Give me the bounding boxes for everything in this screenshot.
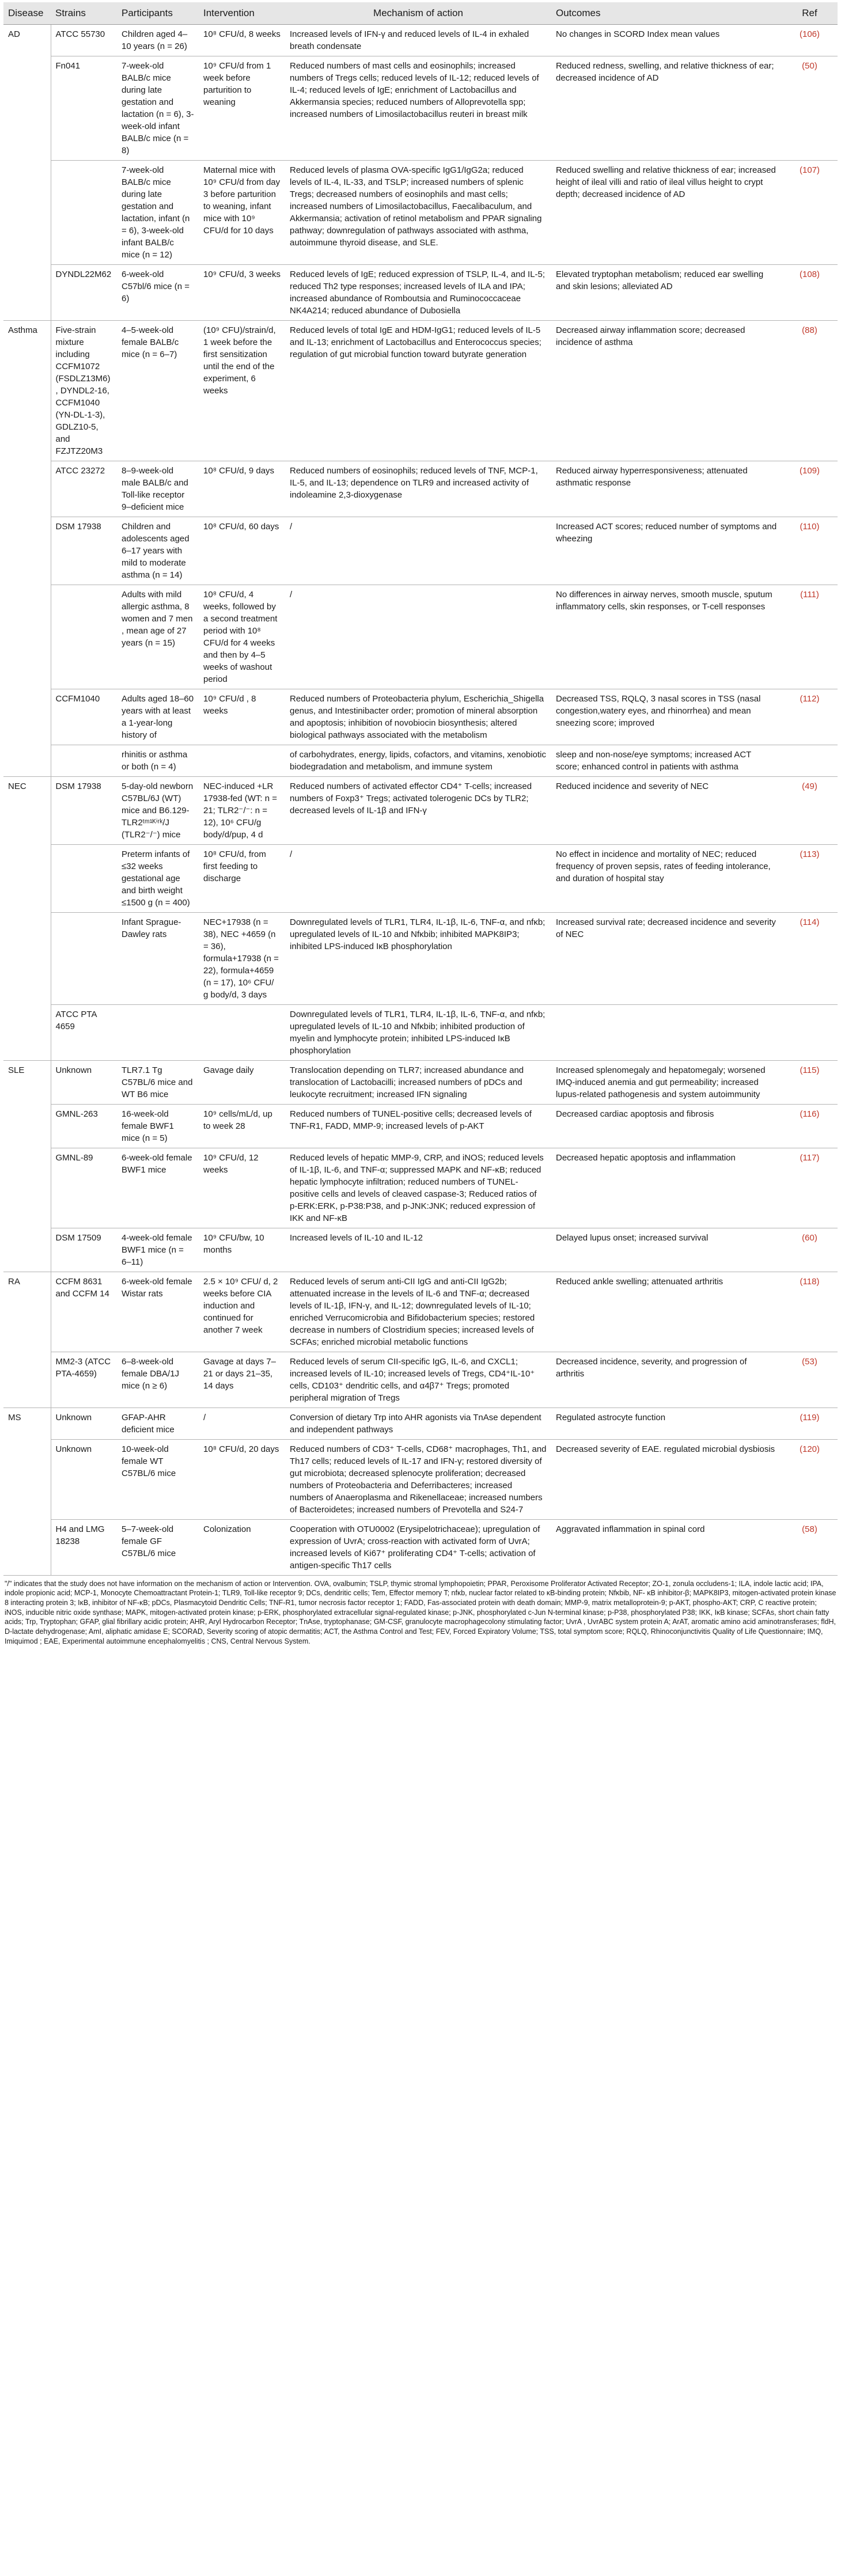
header-participants: Participants: [117, 2, 199, 24]
table-row: [3, 1272, 838, 1352]
participants-cell: 6-week-old female BWF1 mice: [117, 1148, 199, 1228]
disease-cell: NEC: [3, 776, 51, 1060]
disease-cell: AD: [3, 24, 51, 320]
outcomes-cell: Decreased hepatic apoptosis and inflammation: [551, 1148, 782, 1228]
strain-cell: DYNDL22M62: [51, 264, 117, 320]
outcomes-cell: Decreased severity of EAE. regulated microbial dysbiosis: [551, 1439, 782, 1519]
participants-cell: TLR7.1 Tg C57BL/6 mice and WT B6 mice: [117, 1060, 199, 1104]
participants-cell: Adults with mild allergic asthma, 8 women and 7 men , mean age of 27 years (n = 15): [117, 585, 199, 689]
table-row: [3, 1352, 838, 1407]
mechanism-cell: Reduced levels of serum CII-specific IgG, IL-6, and CXCL1; increased levels of IL-10; increased levels of Tregs, CD4⁺IL-10⁺ cells, CD103⁺ dendritic cells, and α4β7⁺ Tregs; promoted peripheral migration of Tregs: [285, 1352, 551, 1407]
disease-cell: RA: [3, 1272, 51, 1407]
outcomes-cell: sleep and non-nose/eye symptoms; increased ACT score; enhanced control in patients with asthma: [551, 745, 782, 776]
table-row: [3, 1148, 838, 1228]
mechanism-cell: Reduced levels of plasma OVA-specific IgG1/IgG2a; reduced levels of IL-4, IL-33, and TSLP; increased numbers of splenic Tregs; decreased numbers of eosinophils and mast cells; increased numbers of Limosilactobacillus, Faecalibaculum, and Akkermansia; activation of retinol metabolism and PPAR signaling pathway; downregulation of pathways associated with asthma, autoimmune thyroid disease, and SLE.: [285, 160, 551, 264]
strain-cell: ATCC 55730: [51, 24, 117, 56]
table-footnote: "/" indicates that the study does not have information on the mechanism of action or Intervention. OVA, ovalbumin; TSLP, thymic stromal lymphopoietin; PPAR, Peroxisome Proliferator Activated Receptor; ZO-1, zonula occludens-1; ILA, indole lactic acid; IPA, indole propionic acid; MCP-1, Monocyte Chemoattractant Protein-1; TLR9, Toll-like receptor 9; DCs, dendritic cells; Tem, Effector memory T; nfκb, nuclear factor related to κB-binding protein; Nfκbib, NF- κB inhibitor-β; MAPK8IP3, mitogen-activated protein kinase 8 interacting protein 3; IκB, inhibitor of NF-κB; pDCs, Plasmacytoid Dendritic Cells; TNF-R1, tumor necrosis factor receptor 1; FADD, Fas-associated protein with death domain; MMP-9, matrix metalloprotein-9; p-AKT, phospho-AKT; CRP, C reactive protein; iNOS, inducible nitric oxide synthase; MAPK, mitogen-activated protein kinase; p-ERK, phosphorylated extracellular signal-regulated kinase; p-JNK, phosphorylated c-Jun N-terminal kinase; p-P38, phosphorylated P38; IKK, IκB kinase; SCFAs, short chain fatty acids; Trp, Tryptophan; GFAP, glial fibrillary acidic protein; AHR, Aryl Hydrocarbon Receptor; TnAse, tryptophanase; GM-CSF, granulocyte macrophagecolony stimulating factor; UvrA , UvrABC system protein A; ArAT, aromatic amino acid aminotransferases; fldH, D-lactate dehydrogenase; AmI, aliphatic amidase E; SCORAD, Severity scoring of atopic dermatitis; ACT, the Asthma Control and Test; FEV, Forced Expiratory Volume; TSS, total symptom score; RQLQ, Rhinoconjunctivitis Quality of Life Questionnaire; IMQ, Imiquimod ; EAE, Experimental autoimmune encephalomyelitis ; CNS, Central Nervous System.: [5, 1579, 836, 1645]
mechanism-cell: Reduced numbers of eosinophils; reduced levels of TNF, MCP-1, IL-5, and IL-13; dependence on TLR9 and increased activity of indoleamine 2,3-dioxygenase: [285, 461, 551, 517]
ref-cell: (117): [782, 1148, 838, 1228]
strain-cell: DSM 17938: [51, 517, 117, 585]
ref-cell: (114): [782, 912, 838, 1004]
strain-cell: Unknown: [51, 1060, 117, 1104]
participants-cell: Children aged 4–10 years (n = 26): [117, 24, 199, 56]
table-row: [3, 745, 838, 776]
outcomes-cell: Reduced incidence and severity of NEC: [551, 776, 782, 844]
participants-cell: 7-week-old BALB/c mice during late gestation and lactation, infant (n = 6), 3-week-old infant BALB/c mice (n = 12): [117, 160, 199, 264]
intervention-cell: /: [199, 1407, 285, 1439]
outcomes-cell: Increased ACT scores; reduced number of symptoms and wheezing: [551, 517, 782, 585]
mechanism-cell: /: [285, 585, 551, 689]
header-mechanism: Mechanism of action: [285, 2, 551, 24]
ref-cell: (118): [782, 1272, 838, 1352]
table-row: [3, 776, 838, 844]
intervention-cell: Colonization: [199, 1519, 285, 1575]
ref-cell: [782, 1004, 838, 1060]
table-row: [3, 689, 838, 745]
mechanism-cell: Reduced levels of hepatic MMP-9, CRP, and iNOS; reduced levels of IL-1β, IL-6, and TNF-α; suppressed MAPK and NF-κB; reduced hepatic lymphocyte infiltration; reduced numbers of TUNEL-positive cells and levels of cleaved caspase-3; Reduced ratios of p-ERK:ERK, p-P38:P38, and p-JNK:JNK; reduced expression of IKK and NF-κB: [285, 1148, 551, 1228]
ref-cell: (108): [782, 264, 838, 320]
table-row: [3, 585, 838, 689]
strain-cell: Fn041: [51, 56, 117, 160]
intervention-cell: Gavage daily: [199, 1060, 285, 1104]
strain-cell: Unknown: [51, 1407, 117, 1439]
participants-cell: GFAP-AHR deficient mice: [117, 1407, 199, 1439]
outcomes-cell: Decreased airway inflammation score; decreased incidence of asthma: [551, 320, 782, 461]
table-row: [3, 24, 838, 56]
mechanism-cell: /: [285, 844, 551, 912]
ref-cell: (109): [782, 461, 838, 517]
intervention-cell: 10⁹ CFU/d, 3 weeks: [199, 264, 285, 320]
mechanism-cell: /: [285, 517, 551, 585]
strain-cell: H4 and LMG 18238: [51, 1519, 117, 1575]
mechanism-cell: Increased levels of IL-10 and IL-12: [285, 1228, 551, 1272]
ref-cell: (58): [782, 1519, 838, 1575]
intervention-cell: NEC+17938 (n = 38), NEC +4659 (n = 36), formula+17938 (n = 22), formula+4659 (n = 17), 10⁶ CFU/ g body/d, 3 days: [199, 912, 285, 1004]
intervention-cell: Gavage at days 7–21 or days 21–35, 14 days: [199, 1352, 285, 1407]
ref-cell: [782, 745, 838, 776]
table-row: [3, 320, 838, 461]
intervention-cell: 10⁹ CFU/bw, 10 months: [199, 1228, 285, 1272]
participants-cell: 8–9-week-old male BALB/c and Toll-like receptor 9–deficient mice: [117, 461, 199, 517]
participants-cell: Adults aged 18–60 years with at least a 1-year-long history of: [117, 689, 199, 745]
intervention-cell: 10⁸ CFU/d, 8 weeks: [199, 24, 285, 56]
header-ref: Ref: [782, 2, 838, 24]
mechanism-cell: Reduced numbers of Proteobacteria phylum, Escherichia_Shigella genus, and Intestinibacter order; promotion of mineral absorption and apoptosis; inhibition of novobiocin biosynthesis; altered biological pathways associated with the metabolism: [285, 689, 551, 745]
ref-cell: (116): [782, 1104, 838, 1148]
outcomes-cell: Increased splenomegaly and hepatomegaly; worsened IMQ-induced anemia and gut permeability; increased lupus-related pathogenesis and system autoimmunity: [551, 1060, 782, 1104]
mechanism-cell: Reduced levels of total IgE and HDM-IgG1; reduced levels of IL-5 and IL-13; enrichment of Lactobacillus and Enterococcus species; regulation of gut microbial function toward butyrate generation: [285, 320, 551, 461]
mechanism-cell: Downregulated levels of TLR1, TLR4, IL-1β, IL-6, TNF-α, and nfκb; upregulated levels of IL-10 and Nfκbib; inhibited production of myelin and lymphocyte protein; inhibited LPS-induced IκB phosphorylation: [285, 1004, 551, 1060]
outcomes-cell: Decreased TSS, RQLQ, 3 nasal scores in TSS (nasal congestion,watery eyes, and rhinorrhea) and mean sneezing score; improved: [551, 689, 782, 745]
table-body: [3, 24, 838, 1575]
participants-cell: 6-week-old C57bl/6 mice (n = 6): [117, 264, 199, 320]
probiotic-table: [3, 2, 838, 1576]
mechanism-cell: Conversion of dietary Trp into AHR agonists via TnAse dependent and independent pathways: [285, 1407, 551, 1439]
disease-cell: MS: [3, 1407, 51, 1575]
strain-cell: [51, 912, 117, 1004]
intervention-cell: [199, 1004, 285, 1060]
intervention-cell: 10⁹ CFU/d, 12 weeks: [199, 1148, 285, 1228]
table-row: [3, 844, 838, 912]
participants-cell: 7-week-old BALB/c mice during late gestation and lactation (n = 6), 3-week-old infant BALB/c mice (n = 8): [117, 56, 199, 160]
header-intervention: Intervention: [199, 2, 285, 24]
participants-cell: 4-week-old female BWF1 mice (n = 6–11): [117, 1228, 199, 1272]
table-header-row: [3, 2, 838, 24]
ref-cell: (106): [782, 24, 838, 56]
ref-cell: (50): [782, 56, 838, 160]
participants-cell: [117, 1004, 199, 1060]
strain-cell: ATCC PTA 4659: [51, 1004, 117, 1060]
table-row: [3, 56, 838, 160]
table-row: [3, 264, 838, 320]
mechanism-cell: Reduced levels of serum anti-CII IgG and anti-CII IgG2b; attenuated increase in the levels of IL-6 and TNF-α; decreased levels of IL-1β, IFN-γ, and IL-12; downregulated levels of IL-10; enriched Verrucomicrobia and Bifidobacterium species; restored decrease in numbers of Clostridium species; increased levels of SCFAs; enriched microbial metabolic functions: [285, 1272, 551, 1352]
header-strains: Strains: [51, 2, 117, 24]
mechanism-cell: Reduced numbers of TUNEL-positive cells; decreased levels of TNF-R1, FADD, MMP-9; increased levels of p-AKT: [285, 1104, 551, 1148]
intervention-cell: 10⁸ CFU/d, 9 days: [199, 461, 285, 517]
strain-cell: MM2-3 (ATCC PTA-4659): [51, 1352, 117, 1407]
mechanism-cell: Cooperation with OTU0002 (Erysipelotrichaceae); upregulation of expression of UvrA; cross-reaction with activated form of UvrA; increased levels of Ki67⁺ proliferating CD4⁺ T-cells; activation of antigen-specific Th17 cells: [285, 1519, 551, 1575]
intervention-cell: 2.5 × 10⁹ CFU/ d, 2 weeks before CIA induction and continued for another 7 week: [199, 1272, 285, 1352]
strain-cell: [51, 745, 117, 776]
strain-cell: Unknown: [51, 1439, 117, 1519]
outcomes-cell: Reduced airway hyperresponsiveness; attenuated asthmatic response: [551, 461, 782, 517]
outcomes-cell: Decreased incidence, severity, and progression of arthritis: [551, 1352, 782, 1407]
intervention-cell: 10⁸ CFU/d, 60 days: [199, 517, 285, 585]
outcomes-cell: Regulated astrocyte function: [551, 1407, 782, 1439]
mechanism-cell: Reduced numbers of mast cells and eosinophils; increased numbers of Tregs cells; reduced levels of IL-12; reduced levels of IL-4; reduced levels of IgE; enrichment of Lactobacillus and Akkermansia species; reduced numbers of Alloprevotella spp; increased numbers of Limosilactobacillus reuteri in breast milk: [285, 56, 551, 160]
ref-cell: (110): [782, 517, 838, 585]
table-row: [3, 1407, 838, 1439]
intervention-cell: 10⁹ CFU/d from 1 week before parturition to weaning: [199, 56, 285, 160]
intervention-cell: Maternal mice with 10⁹ CFU/d from day 3 before parturition to weaning, infant mice with 10⁹ CFU/d for 10 days: [199, 160, 285, 264]
mechanism-cell: Reduced levels of IgE; reduced expression of TSLP, IL-4, and IL-5; reduced Th2 type responses; increased levels of ILA and IPA; increased abundance of Romboutsia and Ruminococcaceae NK4A214; reduced abundance of Dubosiella: [285, 264, 551, 320]
table-row: [3, 461, 838, 517]
ref-cell: (49): [782, 776, 838, 844]
participants-cell: 5–7-week-old female GF C57BL/6 mice: [117, 1519, 199, 1575]
table-row: [3, 160, 838, 264]
outcomes-cell: No changes in SCORD Index mean values: [551, 24, 782, 56]
ref-cell: (107): [782, 160, 838, 264]
table-row: [3, 1060, 838, 1104]
mechanism-cell: of carbohydrates, energy, lipids, cofactors, and vitamins, xenobiotic biodegradation and metabolism, and immune system: [285, 745, 551, 776]
disease-cell: Asthma: [3, 320, 51, 776]
intervention-cell: 10⁸ CFU/d, 4 weeks, followed by a second treatment period with 10⁸ CFU/d for 4 weeks and then by 4–5 weeks of washout period: [199, 585, 285, 689]
strain-cell: Five-strain mixture including CCFM1072 (FSDLZ13M6), DYNDL2-16, CCFM1040 (YN-DL-1-3), GDLZ10-5, and FZJTZ20M3: [51, 320, 117, 461]
participants-cell: Preterm infants of ≤32 weeks gestational age and birth weight ≤1500 g (n = 400): [117, 844, 199, 912]
ref-cell: (119): [782, 1407, 838, 1439]
outcomes-cell: Decreased cardiac apoptosis and fibrosis: [551, 1104, 782, 1148]
outcomes-cell: No differences in airway nerves, smooth muscle, sputum inflammatory cells, skin responses, or T-cell responses: [551, 585, 782, 689]
outcomes-cell: Delayed lupus onset; increased survival: [551, 1228, 782, 1272]
mechanism-cell: Increased levels of IFN-γ and reduced levels of IL-4 in exhaled breath condensate: [285, 24, 551, 56]
mechanism-cell: Reduced numbers of CD3⁺ T-cells, CD68⁺ macrophages, Th1, and Th17 cells; reduced levels of IL-17 and IFN-γ; restored diversity of gut microbiota; decreased splenocyte proliferation; decreased numbers of Proteobacteria and Deferribacteres; increased numbers of Anaeroplasma and Rikenellaceae; increased numbers of Bacteroidetes; increased numbers of Prevotella and S24-7: [285, 1439, 551, 1519]
ref-cell: (88): [782, 320, 838, 461]
strain-cell: [51, 160, 117, 264]
header-outcomes: Outcomes: [551, 2, 782, 24]
strain-cell: DSM 17509: [51, 1228, 117, 1272]
participants-cell: 4–5-week-old female BALB/c mice (n = 6–7): [117, 320, 199, 461]
ref-cell: (53): [782, 1352, 838, 1407]
participants-cell: 6–8-week-old female DBA/1J mice (n ≥ 6): [117, 1352, 199, 1407]
mechanism-cell: Reduced numbers of activated effector CD4⁺ T-cells; increased numbers of Foxp3⁺ Tregs; activated tolerogenic DCs by TLR2; decreased levels of IL-1β and IFN-γ: [285, 776, 551, 844]
strain-cell: [51, 844, 117, 912]
ref-cell: (60): [782, 1228, 838, 1272]
outcomes-cell: Aggravated inflammation in spinal cord: [551, 1519, 782, 1575]
participants-cell: 10-week-old female WT C57BL/6 mice: [117, 1439, 199, 1519]
table-row: [3, 1519, 838, 1575]
outcomes-cell: Elevated tryptophan metabolism; reduced ear swelling and skin lesions; alleviated AD: [551, 264, 782, 320]
participants-cell: Infant Sprague-Dawley rats: [117, 912, 199, 1004]
ref-cell: (112): [782, 689, 838, 745]
participants-cell: 16-week-old female BWF1 mice (n = 5): [117, 1104, 199, 1148]
mechanism-cell: Translocation depending on TLR7; increased abundance and translocation of Lactobacilli; increased numbers of pDCs and leukocyte recruitment; increased IFN signaling: [285, 1060, 551, 1104]
intervention-cell: (10⁹ CFU)/strain/d, 1 week before the first sensitization until the end of the experiment, 6 weeks: [199, 320, 285, 461]
strain-cell: CCFM 8631 and CCFM 14: [51, 1272, 117, 1352]
outcomes-cell: Increased survival rate; decreased incidence and severity of NEC: [551, 912, 782, 1004]
header-disease: Disease: [3, 2, 51, 24]
strain-cell: CCFM1040: [51, 689, 117, 745]
table-row: [3, 1104, 838, 1148]
disease-cell: SLE: [3, 1060, 51, 1272]
intervention-cell: NEC-induced +LR 17938-fed (WT: n = 21; TLR2⁻/⁻: n = 12), 10⁶ CFU/g body/d/pup, 4 d: [199, 776, 285, 844]
intervention-cell: [199, 745, 285, 776]
participants-cell: 5-day-old newborn C57BL/6J (WT) mice and B6.129-TLR2ᵗᵐ¹ᴷⁱʳᵏ/J (TLR2⁻/⁻) mice: [117, 776, 199, 844]
table-row: [3, 1004, 838, 1060]
ref-cell: (111): [782, 585, 838, 689]
intervention-cell: 10⁸ CFU/d, 20 days: [199, 1439, 285, 1519]
intervention-cell: 10⁸ CFU/d, from first feeding to discharge: [199, 844, 285, 912]
outcomes-cell: [551, 1004, 782, 1060]
participants-cell: 6-week-old female Wistar rats: [117, 1272, 199, 1352]
strain-cell: [51, 585, 117, 689]
outcomes-cell: Reduced ankle swelling; attenuated arthritis: [551, 1272, 782, 1352]
strain-cell: GMNL-89: [51, 1148, 117, 1228]
ref-cell: (115): [782, 1060, 838, 1104]
ref-cell: (120): [782, 1439, 838, 1519]
intervention-cell: 10⁹ cells/mL/d, up to week 28: [199, 1104, 285, 1148]
table-row: [3, 517, 838, 585]
intervention-cell: 10⁹ CFU/d , 8 weeks: [199, 689, 285, 745]
mechanism-cell: Downregulated levels of TLR1, TLR4, IL-1β, IL-6, TNF-α, and nfκb; upregulated levels of IL-10 and Nfκbib; inhibited MAPK8IP3; inhibited LPS-induced IκB phosphorylation: [285, 912, 551, 1004]
table-row: [3, 912, 838, 1004]
outcomes-cell: Reduced redness, swelling, and relative thickness of ear; decreased incidence of AD: [551, 56, 782, 160]
outcomes-cell: No effect in incidence and mortality of NEC; reduced frequency of proven sepsis, rates of feeding intolerance, and duration of hospital stay: [551, 844, 782, 912]
table-container: [3, 2, 838, 1646]
participants-cell: rhinitis or asthma or both (n = 4): [117, 745, 199, 776]
participants-cell: Children and adolescents aged 6–17 years with mild to moderate asthma (n = 14): [117, 517, 199, 585]
strain-cell: GMNL-263: [51, 1104, 117, 1148]
strain-cell: ATCC 23272: [51, 461, 117, 517]
ref-cell: (113): [782, 844, 838, 912]
outcomes-cell: Reduced swelling and relative thickness of ear; increased height of ileal villi and ratio of ileal villus height to crypt depth; decreased incidence of AD: [551, 160, 782, 264]
table-row: [3, 1439, 838, 1519]
table-row: [3, 1228, 838, 1272]
strain-cell: DSM 17938: [51, 776, 117, 844]
